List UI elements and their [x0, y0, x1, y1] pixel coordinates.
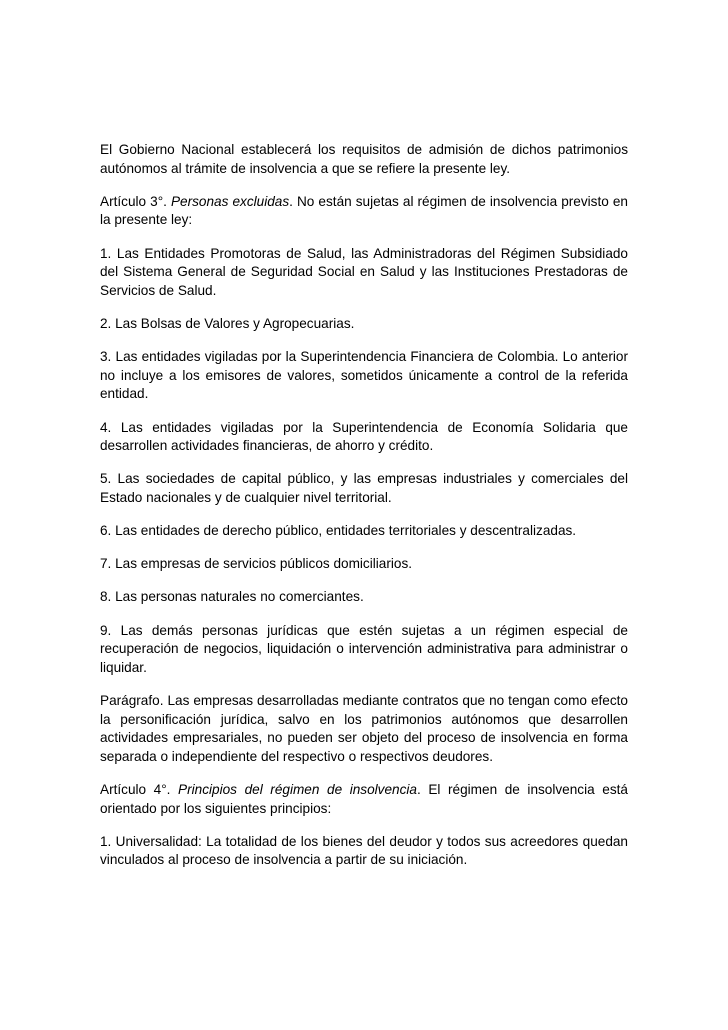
- paragraph-text: 5. Las sociedades de capital público, y las empresas industriales y comerciales del Estado nacionales y de cualquier nivel territorial.: [100, 471, 628, 505]
- paragraph-text: 7. Las empresas de servicios públicos domiciliarios.: [100, 556, 413, 572]
- article-title: Principios del régimen de insolvencia: [178, 781, 417, 797]
- paragraph-text: 6. Las entidades de derecho público, entidades territoriales y descentralizadas.: [100, 523, 577, 539]
- paragraph-text: . No están sujetas al régimen de insolvencia previsto en la presente ley:: [100, 193, 628, 228]
- list-item-2: [100, 315, 628, 334]
- paragraph-text: 3. Las entidades vigiladas por la Superintendencia Financiera de Colombia. Lo anterior no incluye a los emisores de valores, sometidos únicamente a control de la referida entidad.: [100, 349, 628, 402]
- list-item-9: [100, 622, 628, 678]
- paragraph-text: 2. Las Bolsas de Valores y Agropecuarias.: [100, 315, 355, 331]
- paragraph-text: 4. Las entidades vigiladas por la Superintendencia de Economía Solidaria que desarrollen actividades financieras, de ahorro y crédito.: [100, 419, 628, 454]
- paragraph-admission-requirements: [100, 141, 628, 178]
- paragraph-text: El Gobierno Nacional establecerá los requisitos de admisión de dichos patrimonios autónomos al trámite de insolvencia a que se refiere la presente ley.: [100, 142, 628, 176]
- paragraph-text: 1. Las Entidades Promotoras de Salud, las Administradoras del Régimen Subsidiado del Sistema General de Seguridad Social en Salud y las Instituciones Prestadoras de Servicios de Salud.: [100, 245, 628, 298]
- article-number: Artículo 4°.: [100, 781, 179, 797]
- paragraph-text: 8. Las personas naturales no comerciantes.: [100, 589, 364, 605]
- paragraph-text: 1. Universalidad: La totalidad de los bienes del deudor y todos sus acreedores quedan vinculados al proceso de insolvencia a partir de su iniciación.: [100, 833, 628, 868]
- article-title: Personas excluidas: [170, 193, 290, 209]
- list-item-4: [100, 419, 628, 456]
- paragraph-text: Parágrafo. Las empresas desarrolladas mediante contratos que no tengan como efecto la personificación jurídica, salvo en los patrimonios autónomos que desarrollen actividades empresariales, no pueden ser objeto del proceso de insolvencia en forma separada o independiente del respectivo o respectivos deudores.: [100, 693, 628, 764]
- list-item-1: [100, 245, 628, 301]
- list-item-6: [100, 522, 628, 541]
- list-item-5: [100, 470, 628, 507]
- list-item-8: [100, 588, 628, 607]
- paragraph-text: 9. Las demás personas jurídicas que estén sujetas a un régimen especial de recuperación de negocios, liquidación o intervención administrativa para administrar o liquidar.: [100, 622, 628, 675]
- paragraph-text: . El régimen de insolvencia está orientado por los siguientes principios:: [100, 781, 628, 816]
- paragraph-paragrafo: [100, 692, 628, 766]
- list-item-3: [100, 348, 628, 404]
- document-page: [100, 141, 628, 885]
- paragraph-article-3-heading: [100, 193, 628, 230]
- paragraph-article-4-heading: [100, 781, 628, 818]
- principle-item-1: [100, 833, 628, 870]
- list-item-7: [100, 555, 628, 574]
- article-number: Artículo 3°.: [100, 193, 171, 209]
